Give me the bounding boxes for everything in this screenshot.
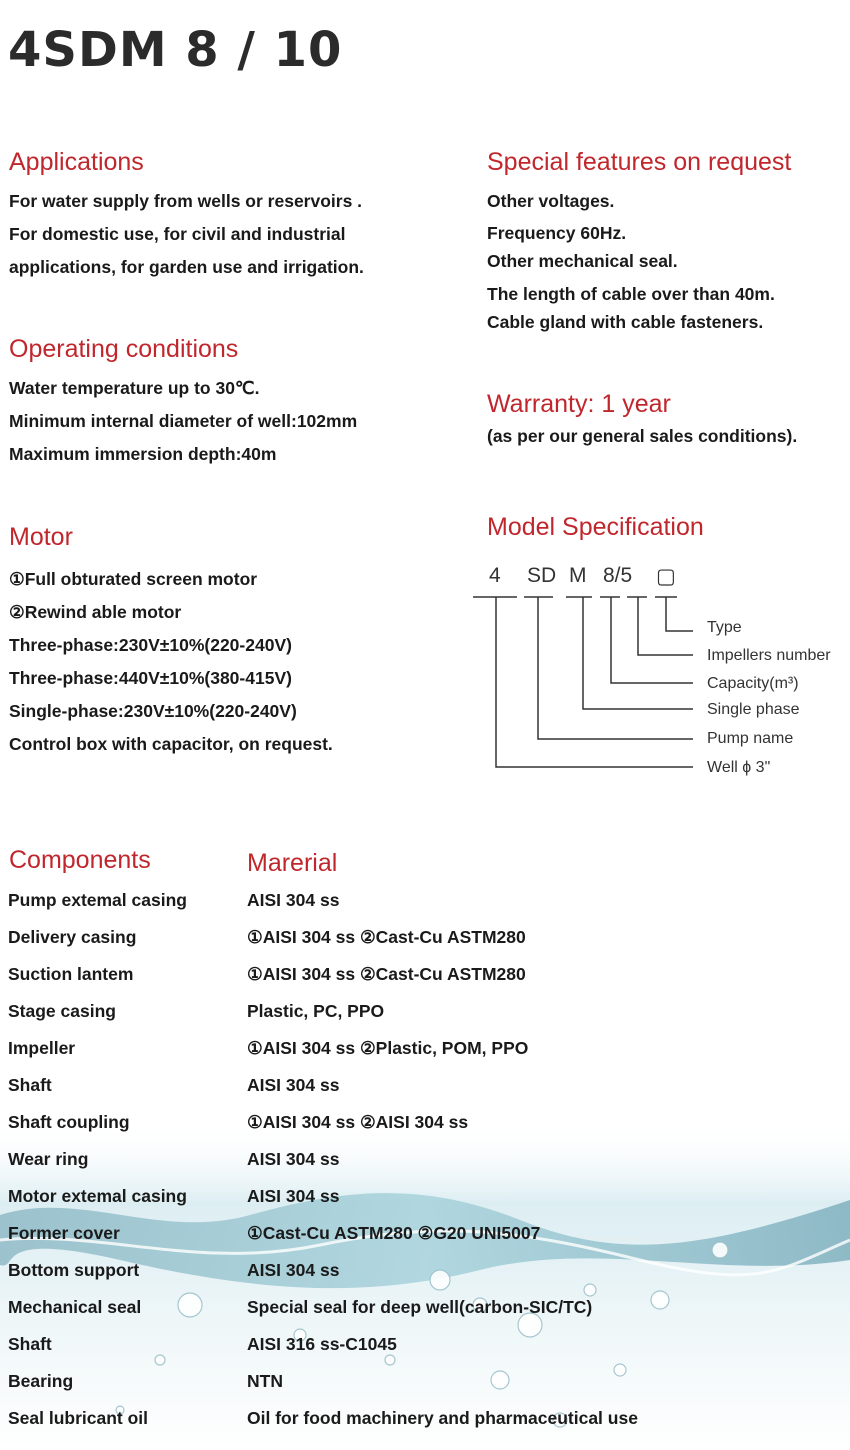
component-name: Wear ring [8,1149,89,1169]
special-features-line: Other mechanical seal. [487,251,678,271]
component-name: Delivery casing [8,927,137,947]
component-name: Suction lantem [8,964,134,984]
operating-conditions-heading: Operating conditions [9,335,239,363]
motor-line: ②Rewind able motor [9,602,182,622]
special-features-line: Frequency 60Hz. [487,223,627,243]
motor-line: Three-phase:230V±10%(220-240V) [9,635,292,655]
component-material: Special seal for deep well(carbon-SIC/TC) [247,1297,593,1317]
component-material: ①Cast-Cu ASTM280 ②G20 UNI5007 [247,1223,541,1243]
product-title: 4SDM 8 / 10 [8,22,343,78]
spec-label-impellers: Impellers number [707,647,831,664]
component-material: ①AISI 304 ss ②Cast-Cu ASTM280 [247,927,526,947]
component-name: Former cover [8,1223,120,1243]
table-row [8,1112,828,1142]
component-material: ①AISI 304 ss ②Plastic, POM, PPO [247,1038,529,1058]
component-name: Motor extemal casing [8,1186,187,1206]
warranty-heading: Warranty: 1 year [487,390,671,418]
component-material: ①AISI 304 ss ②AISI 304 ss [247,1112,469,1132]
spec-label-pump-name: Pump name [707,730,794,747]
component-material: AISI 304 ss [247,1075,340,1095]
table-row [8,890,828,920]
component-material: AISI 304 ss [247,1149,340,1169]
special-features-line: Other voltages. [487,191,615,211]
applications-line: For domestic use, for civil and industrial [9,224,346,244]
spec-code-well: 4 [489,564,501,587]
component-material: AISI 304 ss [247,890,340,910]
table-row [8,1408,828,1438]
model-spec-heading: Model Specification [487,513,704,541]
operating-line: Maximum immersion depth:40m [9,444,277,464]
table-row [8,1001,828,1031]
component-name: Bottom support [8,1260,140,1280]
applications-line: For water supply from wells or reservoirs . [9,191,363,211]
component-material: AISI 316 ss-C1045 [247,1334,397,1354]
spec-label-well: Well ϕ 3" [707,759,771,776]
motor-line: Three-phase:440V±10%(380-415V) [9,668,292,688]
material-heading: Marerial [247,849,338,877]
component-name: Mechanical seal [8,1297,142,1317]
spec-code-type: ▢ [656,565,676,588]
component-name: Seal lubricant oil [8,1408,149,1428]
motor-line: Control box with capacitor, on request. [9,734,333,754]
component-name: Pump extemal casing [8,890,187,910]
component-name: Stage casing [8,1001,116,1021]
table-row [8,1371,828,1401]
table-row [8,927,828,957]
table-row [8,1075,828,1105]
operating-line: Minimum internal diameter of well:102mm [9,411,358,431]
component-name: Impeller [8,1038,76,1058]
component-material: Plastic, PC, PPO [247,1001,385,1021]
spec-label-single-phase: Single phase [707,701,800,718]
component-material: AISI 304 ss [247,1186,340,1206]
table-row [8,1260,828,1290]
table-row [8,1334,828,1364]
spec-label-capacity: Capacity(m³) [707,675,799,692]
component-name: Shaft coupling [8,1112,130,1132]
table-row [8,1149,828,1179]
table-row [8,964,828,994]
component-name: Shaft [8,1334,52,1354]
components-heading: Components [9,846,151,874]
spec-label-type: Type [707,619,742,636]
component-name: Bearing [8,1371,74,1391]
component-name: Shaft [8,1075,52,1095]
component-material: ①AISI 304 ss ②Cast-Cu ASTM280 [247,964,526,984]
spec-code-pump: SD [527,564,557,587]
component-material: AISI 304 ss [247,1260,340,1280]
special-features-heading: Special features on request [487,148,792,176]
component-material: NTN [247,1371,283,1391]
motor-line: ①Full obturated screen motor [9,569,258,589]
table-row [8,1297,828,1327]
spec-code-phase: M [569,564,587,587]
operating-line: Water temperature up to 30℃. [9,378,260,398]
spec-code-capacity: 8/5 [603,564,633,587]
applications-line: applications, for garden use and irrigation. [9,257,364,277]
motor-line: Single-phase:230V±10%(220-240V) [9,701,297,721]
warranty-note: (as per our general sales conditions). [487,426,798,446]
table-row [8,1038,828,1068]
special-features-line: The length of cable over than 40m. [487,284,775,304]
applications-heading: Applications [9,148,144,176]
special-features-line: Cable gland with cable fasteners. [487,312,764,332]
table-row [8,1186,828,1216]
component-material: Oil for food machinery and pharmaceutical use [247,1408,638,1428]
table-row [8,1223,828,1253]
motor-heading: Motor [9,523,73,551]
